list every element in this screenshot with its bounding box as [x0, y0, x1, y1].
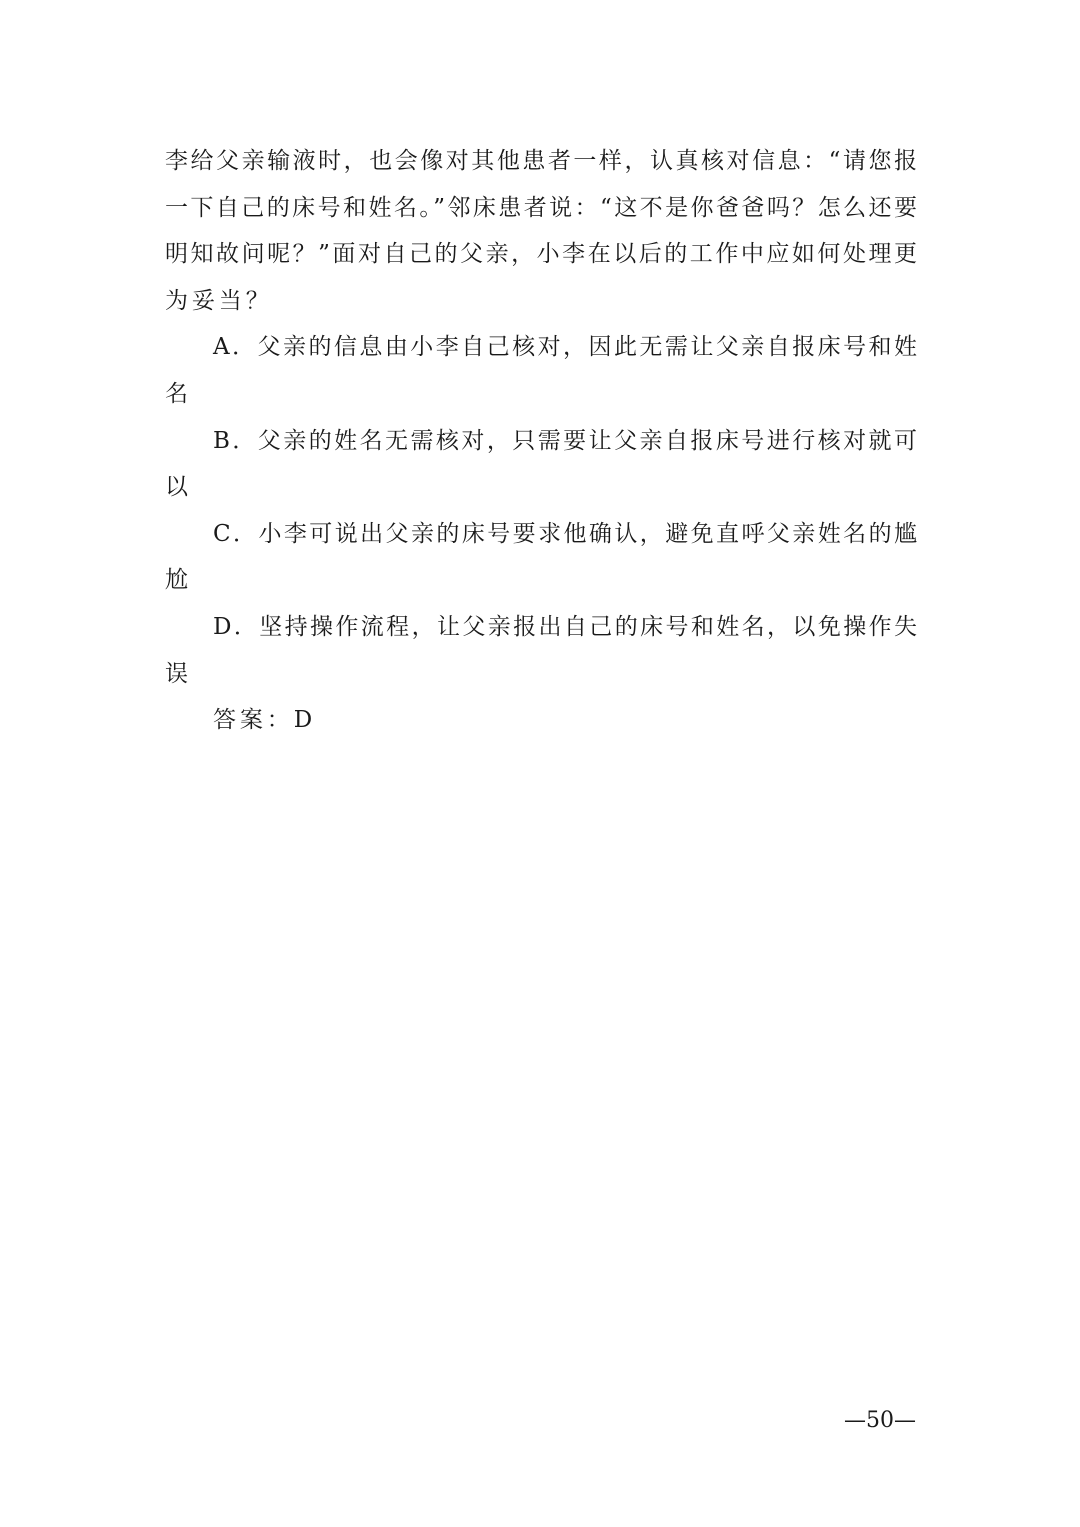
option-a-continuation: 名 [165, 380, 192, 407]
option-b-line: B．父亲的姓名无需核对，只需要让父亲自报床号进行核对就可 [213, 427, 917, 454]
question-line: 明知故问呢？”面对自己的父亲，小李在以后的工作中应如何处理更 [165, 241, 917, 268]
option-d-line: D．坚持操作流程，让父亲报出自己的床号和姓名，以免操作失 [213, 613, 917, 640]
option-d-continuation: 误 [165, 660, 192, 687]
document-body [165, 138, 917, 744]
option-a-line: A．父亲的信息由小李自己核对，因此无需让父亲自报床号和姓 [213, 334, 917, 361]
option-b-continuation: 以 [165, 474, 192, 501]
question-line: 李给父亲输液时，也会像对其他患者一样，认真核对信息：“请您报 [165, 148, 917, 174]
option-c-continuation: 尬 [165, 567, 192, 594]
answer-line: 答案：D [213, 707, 317, 734]
question-line: 为妥当？ [165, 287, 273, 314]
option-c-line: C．小李可说出父亲的床号要求他确认，避免直呼父亲姓名的尴 [213, 520, 917, 547]
page-number: —50— [844, 1408, 916, 1433]
question-line: 一下自己的床号和姓名。”邻床患者说：“这不是你爸爸吗？怎么还要 [165, 194, 917, 221]
